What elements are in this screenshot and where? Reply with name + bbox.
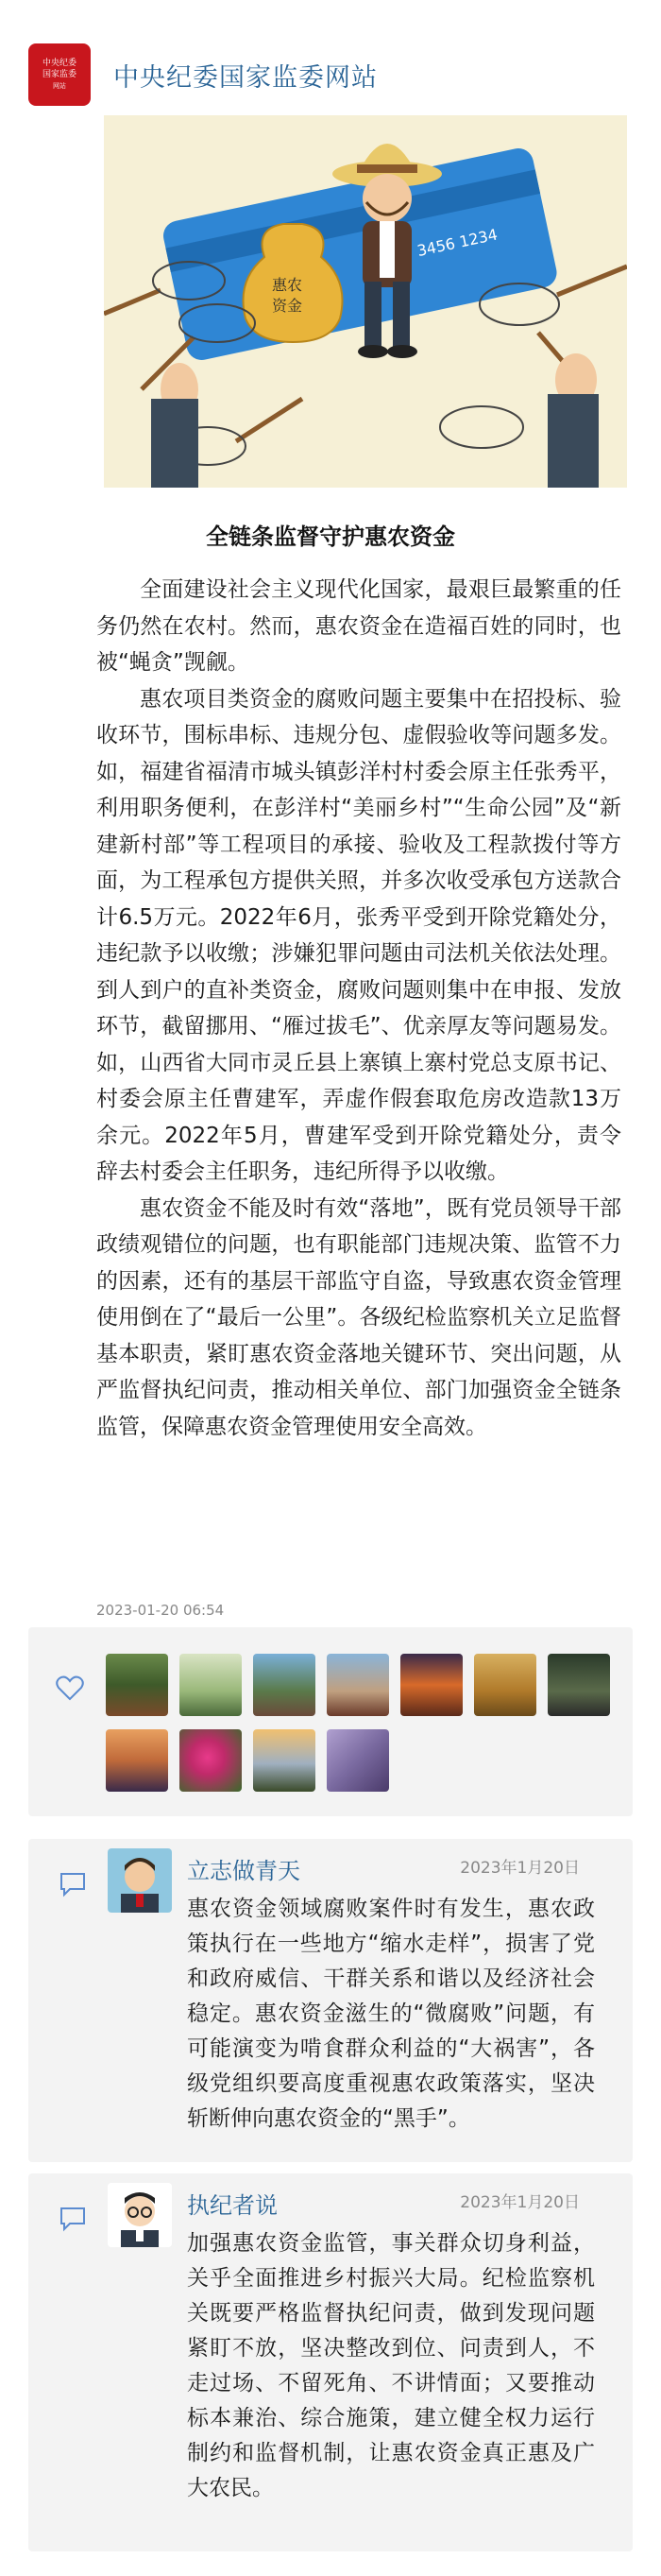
reader-avatar[interactable] [474, 1654, 536, 1716]
illustration-svg [104, 115, 627, 488]
reader-avatar[interactable] [548, 1654, 610, 1716]
reader-avatar[interactable] [179, 1729, 242, 1792]
logo-line-1: 中央纪委 [42, 59, 76, 68]
reader-avatar[interactable] [106, 1729, 168, 1792]
logo-line-2: 国家监委 [42, 70, 76, 79]
article-paragraph: 惠农资金不能及时有效“落地”，既有党员领导干部政绩观错位的问题，也有职能部门违规决策、监管不力的因素，还有的基层干部监守自盗，导致惠农资金管理使用倒在了“最后一公里”。各级纪检监察机关立足监督基本职责，紧盯惠农资金落地关键环节、突出问题，从严监督执纪问责，推动相关单位、部门加强资金全链条监管，保障惠农资金管理使用安全高效。 [96, 1195, 621, 1439]
reader-avatar[interactable] [253, 1729, 315, 1792]
avatar[interactable] [108, 2183, 172, 2247]
reader-avatar[interactable] [400, 1654, 463, 1716]
card-number: 3456 1234 [415, 225, 500, 261]
comment-card [28, 2173, 633, 2551]
article-paragraph: 惠农项目类资金的腐败问题主要集中在招投标、验收环节，围标串标、违规分包、虚假验收等问题多发。如，福建省福清市城头镇彭洋村村委会原主任张秀平，利用职务便利，在彭洋村“美丽乡村”“生命公园”及“新建新村部”等工程项目的承接、验收及工程款拨付等方面，为工程承包方提供关照，并多次收受承包方送款合计6.5万元。2022年6月，张秀平受到开除党籍处分，违纪款予以收缴；涉嫌犯罪问题由司法机关依法处理。到人到户的直补类资金，腐败问题则集中在申报、发放环节，截留挪用、“雁过拔毛”、优亲厚友等问题易发。如，山西省大同市灵丘县上寨镇上寨村党总支原书记、村委会原主任曹建军，弄虚作假套取危房改造款13万余元。2022年5月，曹建军受到开除党籍处分，责令辞去村委会主任职务，违纪所得予以收缴。 [96, 686, 621, 1184]
comment-card [28, 1839, 633, 2162]
comment-text: 惠农资金领域腐败案件时有发生，惠农政策执行在一些地方“缩水走样”，损害了党和政府威信、干群关系和谐以及经济社会稳定。惠农资金滋生的“微腐败”问题，有可能演变为啃食群众利益的“大祸害”，各级党组织要高度重视惠农政策落实，坚决斩断伸向惠农资金的“黑手”。 [187, 1897, 595, 2131]
likes-panel [28, 1627, 633, 1816]
comment-author[interactable]: 执纪者说 [187, 2192, 278, 2219]
article-title: 全链条监督守护惠农资金 [206, 524, 455, 550]
article-body [96, 572, 621, 1445]
reader-avatar[interactable] [253, 1654, 315, 1716]
comment-icon[interactable] [59, 1871, 87, 1898]
bag-text-1: 惠农 [272, 276, 303, 294]
comment-date: 2023年1月20日 [460, 2193, 580, 2212]
heart-icon[interactable] [55, 1673, 85, 1703]
comment-author[interactable]: 立志做青天 [187, 1858, 300, 1884]
article-paragraph: 全面建设社会主义现代化国家，最艰巨最繁重的任务仍然在农村。然而，惠农资金在造福百姓的同时，也被“蝇贪”觊觎。 [96, 577, 621, 675]
reader-avatar[interactable] [179, 1654, 242, 1716]
site-name[interactable]: 中央纪委国家监委网站 [113, 63, 378, 93]
bag-text-2: 资金 [272, 297, 303, 315]
avatar-portrait-icon [108, 1848, 172, 1913]
avatar-portrait-icon [108, 2183, 172, 2247]
comment-text: 加强惠农资金监管，事关群众切身利益，关乎全面推进乡村振兴大局。纪检监察机关既要严格监督执纪问责，做到发现问题紧盯不放，坚决整改到位、问责到人，不走过场、不留死角、不讲情面；又要推动标本兼治、综合施策，建立健全权力运行制约和监督机制，让惠农资金真正惠及广大农民。 [187, 2231, 595, 2500]
reader-avatar[interactable] [106, 1654, 168, 1716]
reader-avatar[interactable] [327, 1729, 389, 1792]
site-logo[interactable] [28, 43, 91, 106]
article-date: 2023-01-20 06:54 [96, 1602, 225, 1619]
site-header [28, 43, 633, 110]
article-illustration [104, 115, 627, 488]
reader-avatar[interactable] [327, 1654, 389, 1716]
avatar[interactable] [108, 1848, 172, 1913]
comment-icon[interactable] [59, 2206, 87, 2232]
comment-date: 2023年1月20日 [460, 1859, 580, 1878]
logo-line-3: 网站 [53, 82, 66, 90]
